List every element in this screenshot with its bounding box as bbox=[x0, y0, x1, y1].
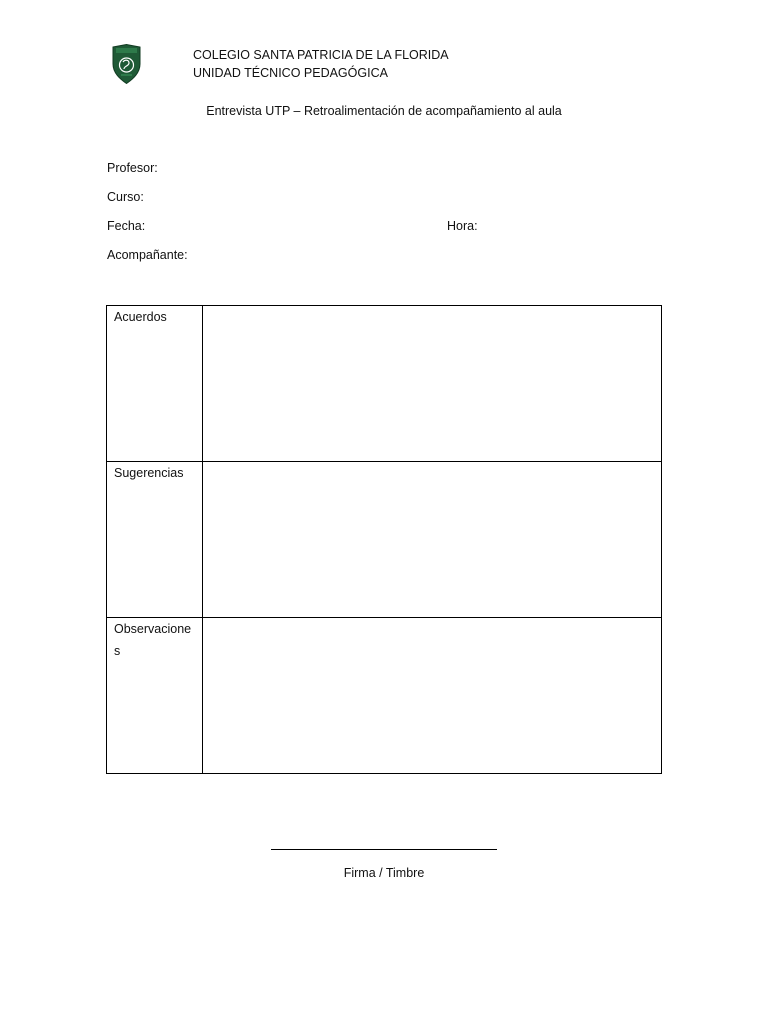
feedback-table bbox=[106, 305, 662, 774]
document-title: Entrevista UTP – Retroalimentación de acompañamiento al aula bbox=[206, 104, 562, 118]
row-label-sugerencias: Sugerencias bbox=[107, 462, 203, 618]
table-row-sugerencias bbox=[107, 462, 662, 618]
field-fecha: Fecha: bbox=[107, 219, 146, 233]
school-crest-logo bbox=[112, 44, 141, 84]
signature-line bbox=[271, 849, 497, 850]
field-acompanante: Acompañante: bbox=[107, 248, 188, 262]
table-row-acuerdos bbox=[107, 306, 662, 462]
school-name: COLEGIO SANTA PATRICIA DE LA FLORIDA bbox=[193, 48, 449, 62]
table-row-observaciones bbox=[107, 618, 662, 774]
row-content-sugerencias[interactable] bbox=[203, 462, 662, 618]
row-label-observaciones: Observaciones bbox=[107, 618, 203, 774]
field-hora: Hora: bbox=[447, 219, 478, 233]
field-profesor: Profesor: bbox=[107, 161, 158, 175]
school-header bbox=[193, 46, 449, 82]
row-label-acuerdos: Acuerdos bbox=[107, 306, 203, 462]
row-content-observaciones[interactable] bbox=[203, 618, 662, 774]
signature-label: Firma / Timbre bbox=[343, 866, 425, 880]
unit-name: UNIDAD TÉCNICO PEDAGÓGICA bbox=[193, 66, 388, 80]
field-curso: Curso: bbox=[107, 190, 144, 204]
row-content-acuerdos[interactable] bbox=[203, 306, 662, 462]
school-crest-icon bbox=[112, 44, 141, 84]
